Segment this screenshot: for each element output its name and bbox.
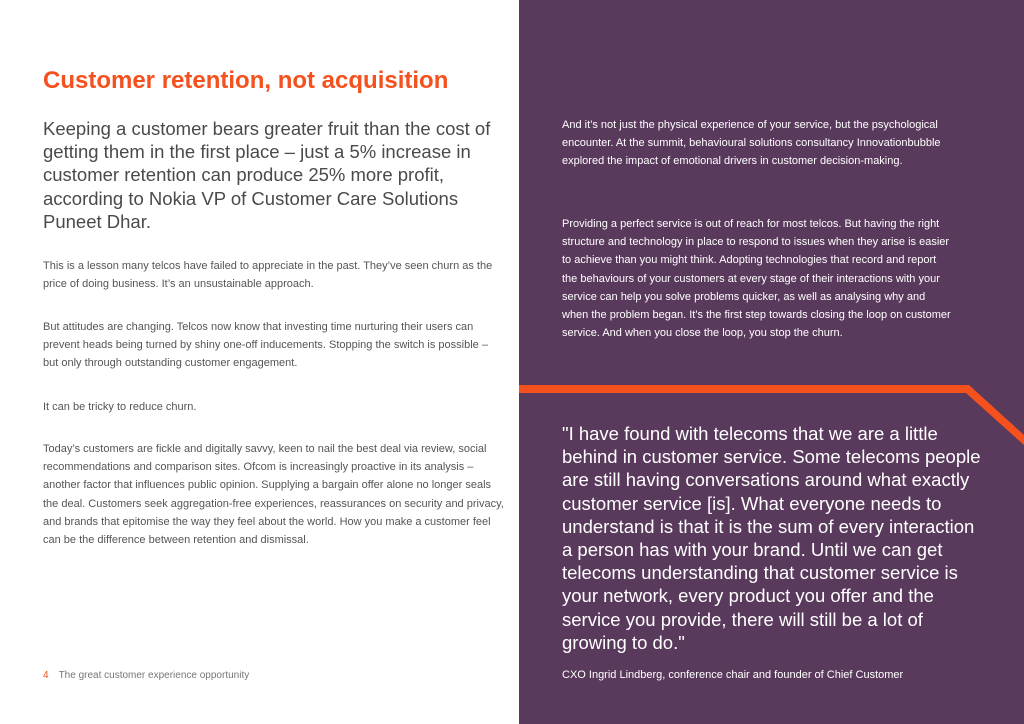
right-paragraph-1: And it’s not just the physical experience of your service, but the psychological encounter. At the summit, behavioural solutions consultancy Innovationbubble explored the impact of emotional drivers in customer decision-making. — [562, 119, 941, 168]
body-paragraph-3: It can be tricky to reduce churn. — [43, 401, 197, 413]
page-footer — [43, 669, 249, 683]
body-paragraph-1: This is a lesson many telcos have failed to appreciate in the past. They’ve seen churn as the price of doing business. It’s an unsustainable approach. — [43, 260, 493, 291]
article-heading: Customer retention, not acquisition — [43, 67, 449, 94]
publication-title: The great customer experience opportunity — [58, 670, 250, 681]
pull-quote: "I have found with telecoms that we are a little behind in customer service. Some telecoms people are still having conversations around what exactly customer service [is]. What everyone needs to understand is that it is the sum of every interaction a person has with your brand. Until we can get telecoms understanding that customer service is your network, every product you offer and the service you provide, there will still be a lot of growing to do." — [562, 423, 981, 653]
page-number: 4 — [43, 670, 49, 681]
right-paragraph-2: Providing a perfect service is out of reach for most telcos. But having the right structure and technology in place to respond to issues when they arise is easier to achieve than you might think. Adopting technologies that record and report the behaviours of your customers at every stage of their interactions with your service can help you solve problems quicker, as well as analysing why and when the problem began. It’s the first step towards closing the loop on customer service. And when you close the loop, you stop the churn. — [562, 218, 951, 340]
body-paragraph-4: Today’s customers are fickle and digitally savvy, keen to nail the best deal via review, social recommendations and comparison sites. Ofcom is increasingly proactive in its analysis – another factor that influences public opinion. Supplying a bargain offer alone no longer seals the deal. Customers seek aggregation-free experiences, reassurances on security and privacy, and brands that epitomise the way they feel about the world. How you make a customer feel can be the difference between retention and dismissal. — [43, 443, 504, 547]
lead-paragraph: Keeping a customer bears greater fruit than the cost of getting them in the first place – just a 5% increase in customer retention can produce 25% more profit, according to Nokia VP of Customer Care Solutions Puneet Dhar. — [43, 118, 491, 232]
body-paragraph-2: But attitudes are changing. Telcos now know that investing time nurturing their users can prevent heads being turned by shiny one-off inducements. Stopping the switch is possible – but only through outstanding customer engagement. — [43, 321, 488, 370]
quote-attribution: CXO Ingrid Lindberg, conference chair and founder of Chief Customer — [562, 669, 904, 681]
